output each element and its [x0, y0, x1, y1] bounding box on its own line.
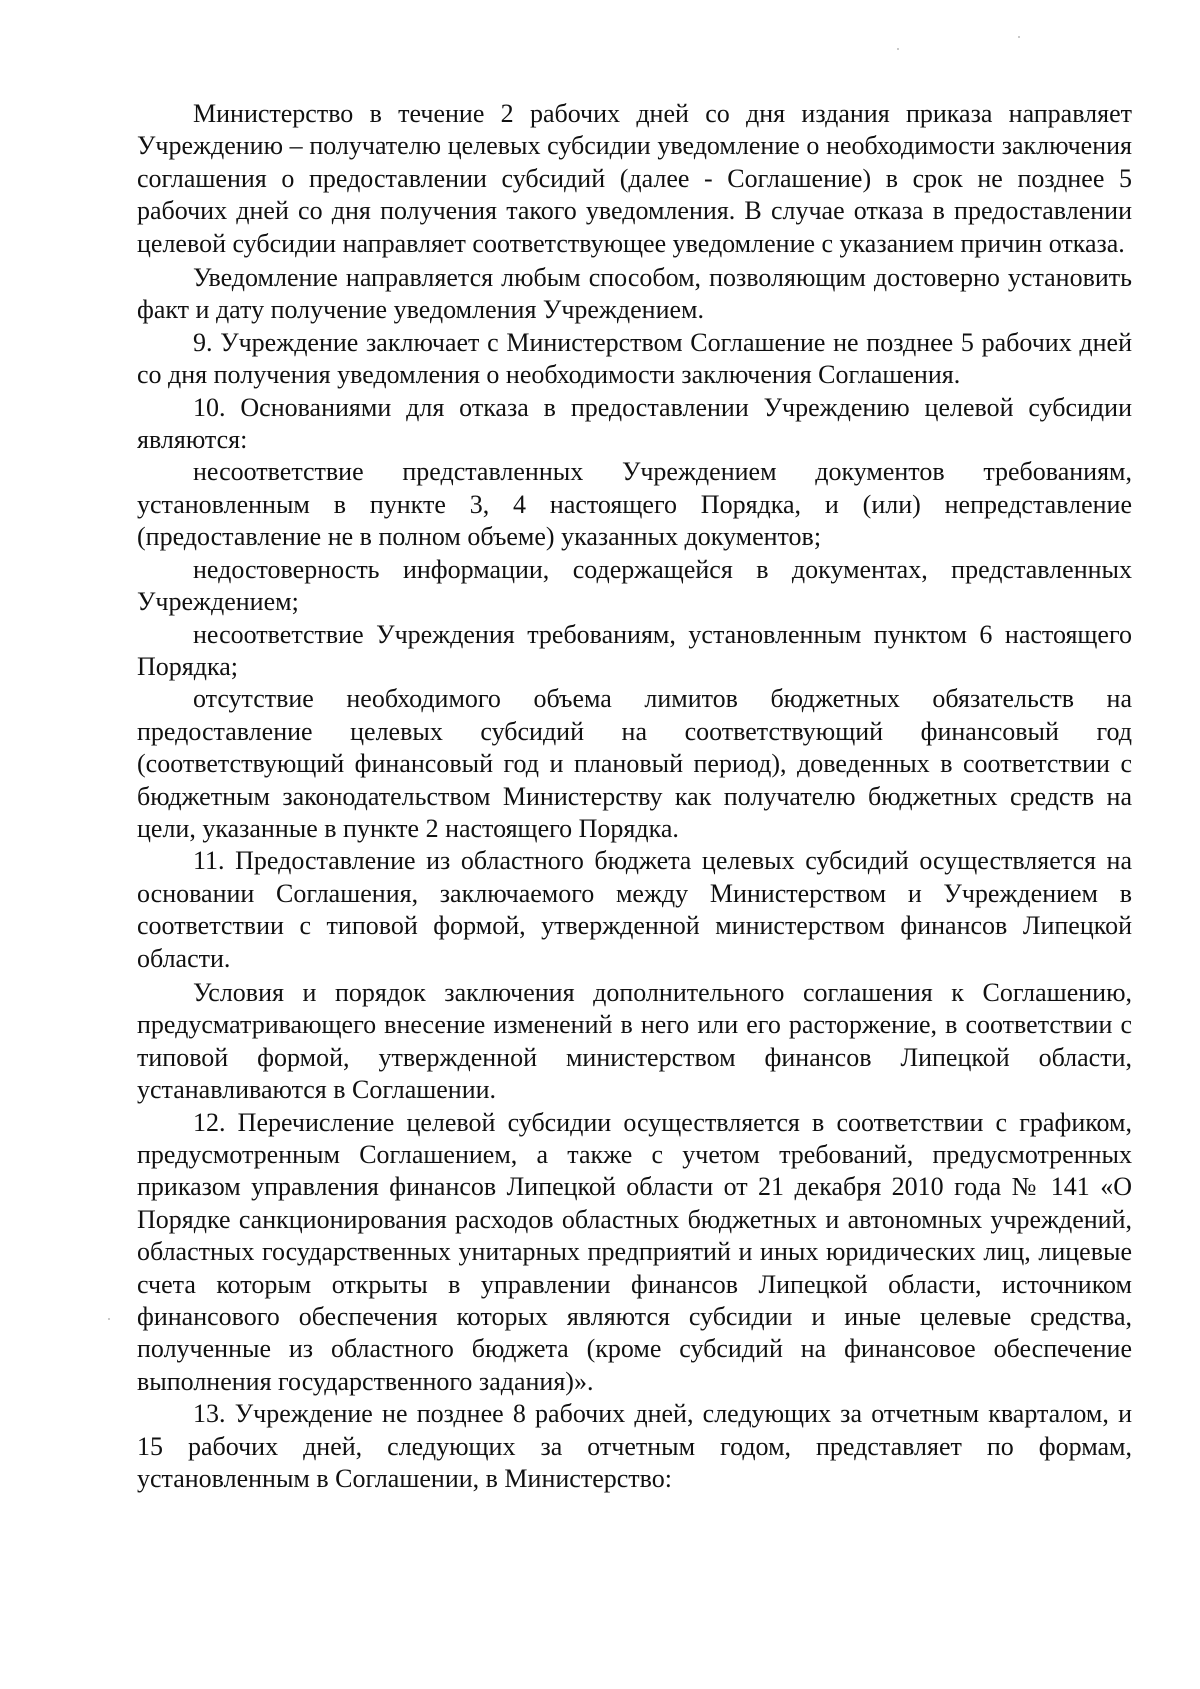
- paragraph: 12. Перечисление целевой субсидии осуществляется в соответствии с графиком, предусмотренным Соглашением, а также с учетом требований, предусмотренных приказом управления финансов Липецкой области от 21 декабря 2010 года № 141 «О Порядке санкционирования расходов областных бюджетных и автономных учреждений, областных государственных унитарных предприятий и иных юридических лиц, лицевые счета которым открыты в управлении финансов Липецкой области, источником финансового обеспечения которых являются субсидии и иные целевые средства, полученные из областного бюджета (кроме субсидий на финансовое обеспечение выполнения государственного задания)».: [137, 1107, 1132, 1396]
- paragraph: отсутствие необходимого объема лимитов бюджетных обязательств на предоставление целевых субсидий на соответствующий финансовый год (соответствующий финансовый год и плановый период), доведенных в соответствии с бюджетным законодательством Министерству как получателю бюджетных средств на цели, указанные в пункте 2 настоящего Порядка.: [137, 684, 1132, 843]
- paragraph: Уведомление направляется любым способом, позволяющим достоверно установить факт и дату получение уведомления Учреждением.: [137, 263, 1132, 325]
- document-body: [137, 98, 1132, 1495]
- scan-speck: [897, 48, 899, 50]
- paragraph: несоответствие представленных Учреждением документов требованиям, установленным в пункте 3, 4 настоящего Порядка, и (или) непредставление (предоставление не в полном объеме) указанных документов;: [137, 457, 1132, 552]
- paragraph: Условия и порядок заключения дополнительного соглашения к Соглашению, предусматривающего внесение изменений в него или его расторжение, в соответствии с типовой формой, утвержденной министерством финансов Липецкой области, устанавливаются в Соглашении.: [137, 977, 1132, 1105]
- paragraph: 9. Учреждение заключает с Министерством Соглашение не позднее 5 рабочих дней со дня получения уведомления о необходимости заключения Соглашения.: [137, 327, 1132, 390]
- paragraph: несоответствие Учреждения требованиям, установленным пунктом 6 настоящего Порядка;: [137, 619, 1132, 681]
- paragraph: 13. Учреждение не позднее 8 рабочих дней, следующих за отчетным кварталом, и 15 рабочих дней, следующих за отчетным годом, представляет по формам, установленным в Соглашении, в Министерство:: [137, 1399, 1132, 1494]
- scan-speck: [108, 1318, 110, 1320]
- paragraph: недостоверность информации, содержащейся в документах, представленных Учреждением;: [137, 554, 1132, 617]
- scan-speck: [1018, 36, 1020, 38]
- paragraph: 10. Основаниями для отказа в предоставлении Учреждению целевой субсидии являются:: [137, 392, 1132, 455]
- paragraph: Министерство в течение 2 рабочих дней со дня издания приказа направляет Учреждению – получателю целевых субсидии уведомление о необходимости заключения соглашения о предоставлении субсидий (далее - Соглашение) в срок не позднее 5 рабочих дней со дня получения такого уведомления. В случае отказа в предоставлении целевой субсидии направляет соответствующее уведомление с указанием причин отказа.: [137, 99, 1132, 258]
- paragraph: 11. Предоставление из областного бюджета целевых субсидий осуществляется на основании Соглашения, заключаемого между Министерством и Учреждением в соответствии с типовой формой, утвержденной министерством финансов Липецкой области.: [137, 846, 1132, 973]
